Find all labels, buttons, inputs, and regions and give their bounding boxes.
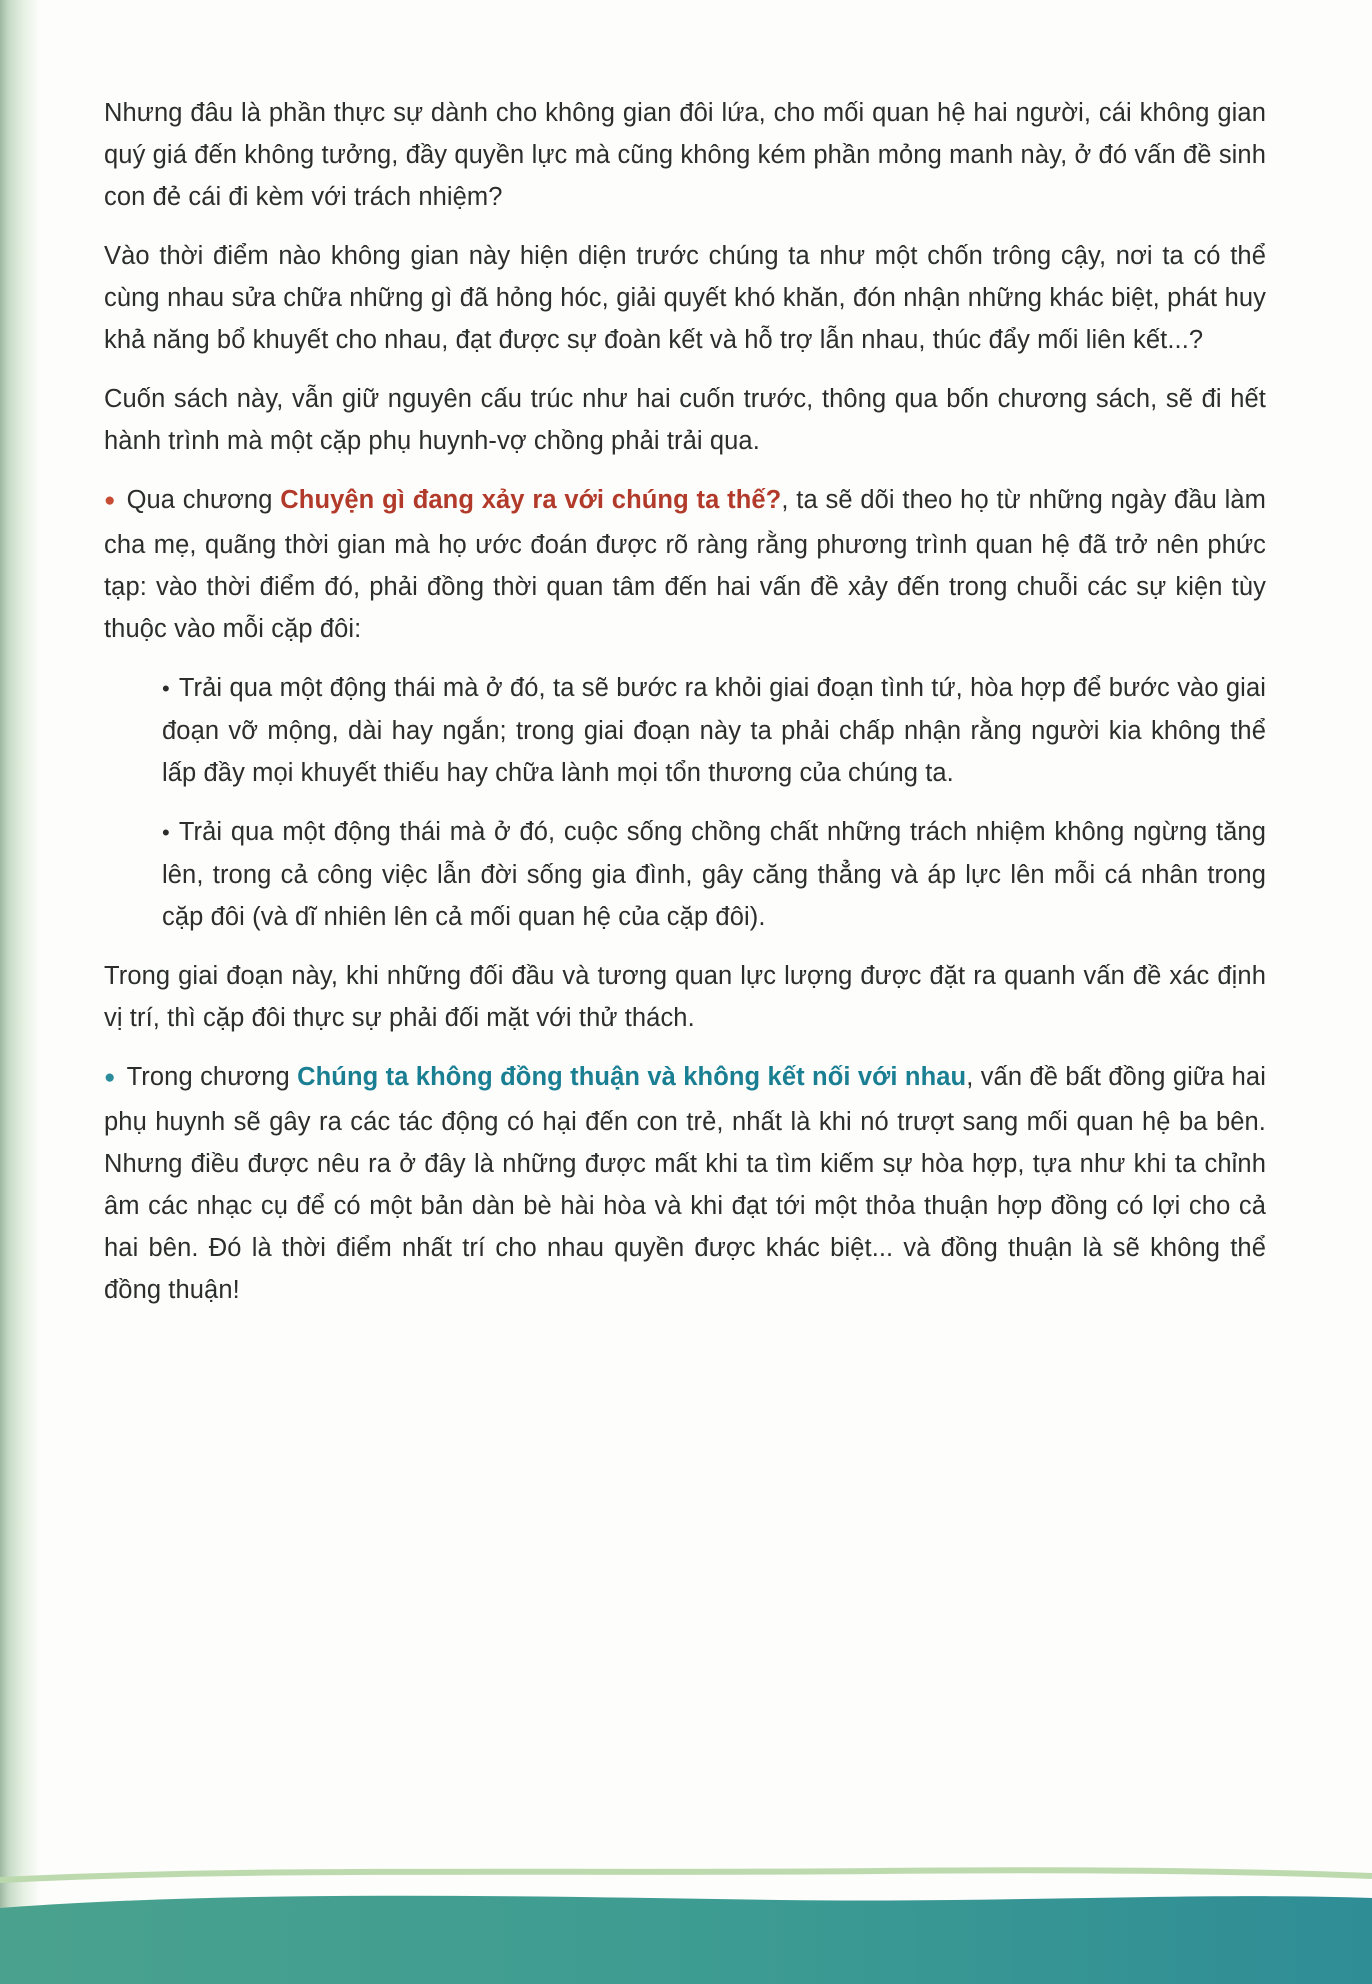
paragraph-couple-space-question: Nhưng đâu là phần thực sự dành cho không gian đôi lứa, cho mối quan hệ hai người, cái không gian quý giá đến không tưởng, đầy quyền lực mà cũng không kém phần mỏng manh này, ở đó vấn đề sinh con đẻ cái đi kèm với trách nhiệm? <box>104 99 1266 211</box>
sub-bullet-item-1-text: Trải qua một động thái mà ở đó, ta sẽ bước ra khỏi giai đoạn tình tứ, hòa hợp để bước vào giai đoạn vỡ mộng, dài hay ngắn; trong giai đoạn này ta phải chấp nhận rằng người kia không thể lấp đầy mọi khuyết thiếu hay chữa lành mọi tổn thương của chúng ta. <box>162 674 1266 787</box>
light-green-curve <box>0 1870 1372 1880</box>
chapter-note-1-body: , ta sẽ dõi theo họ từ những ngày đầu làm cha mẹ, quãng thời gian mà họ ước đoán được rõ ràng rằng phương trình quan hệ đã trở nên phức tạp: vào thời điểm đó, phải đồng thời quan tâm đến hai vấn đề xảy đến trong chuỗi các sự kiện tùy thuộc vào mỗi cặp đôi: <box>104 486 1267 643</box>
bottom-decorative-wave <box>0 1864 1372 1984</box>
chapter-note-2-body: , vấn đề bất đồng giữa hai phụ huynh sẽ gây ra các tác động có hại đến con trẻ, nhất là khi nó trượt sang mối quan hệ ba bên. Nhưng điều được nêu ra ở đây là những được mất khi ta tìm kiếm sự hòa hợp, tựa như khi ta chỉnh âm các nhạc cụ để có một bản dàn bè hài hòa và khi đạt tới một thỏa thuận hợp đồng có lợi cho cả hai bên. Đó là thời điểm nhất trí cho nhau quyền được khác biệt... và đồng thuận là sẽ không thể đồng thuận! <box>104 1063 1266 1304</box>
page-binding-edge <box>0 0 40 1984</box>
chapter-note-2 <box>104 1056 1266 1311</box>
chapter-note-1-prefix: Qua chương <box>126 486 281 514</box>
bullet-icon: • <box>162 676 170 701</box>
bullet-icon: • <box>162 820 170 845</box>
sub-bullet-item-1 <box>162 667 1266 794</box>
chapter-note-2-prefix: Trong chương <box>126 1063 298 1091</box>
chapter-1-title: Chuyện gì đang xảy ra với chúng ta thế? <box>280 486 782 514</box>
chapter-2-title: Chúng ta không đồng thuận và không kết nối với nhau <box>297 1063 967 1091</box>
teal-bullet-icon: ● <box>104 1067 116 1088</box>
sub-bullet-item-2 <box>162 811 1266 938</box>
sub-bullet-item-2-text: Trải qua một động thái mà ở đó, cuộc sống chồng chất những trách nhiệm không ngừng tăng lên, trong cả công việc lẫn đời sống gia đình, gây căng thẳng và áp lực lên mỗi cá nhân trong cặp đôi (và dĩ nhiên lên cả mối quan hệ của cặp đôi). <box>162 818 1266 931</box>
page-content <box>104 92 1266 1328</box>
teal-band <box>0 1896 1372 1984</box>
red-bullet-icon: ● <box>104 490 116 511</box>
chapter-note-1 <box>104 479 1266 650</box>
paragraph-space-as-refuge: Vào thời điểm nào không gian này hiện diện trước chúng ta như một chốn trông cậy, nơi ta có thể cùng nhau sửa chữa những gì đã hỏng hóc, giải quyết khó khăn, đón nhận những khác biệt, phát huy khả năng bổ khuyết cho nhau, đạt được sự đoàn kết và hỗ trợ lẫn nhau, thúc đẩy mối liên kết...? <box>104 242 1266 354</box>
paragraph-book-structure: Cuốn sách này, vẫn giữ nguyên cấu trúc như hai cuốn trước, thông qua bốn chương sách, sẽ đi hết hành trình mà một cặp phụ huynh-vợ chồng phải trải qua. <box>104 385 1266 455</box>
paragraph-confrontation-stage: Trong giai đoạn này, khi những đối đầu và tương quan lực lượng được đặt ra quanh vấn đề xác định vị trí, thì cặp đôi thực sự phải đối mặt với thử thách. <box>104 962 1266 1032</box>
